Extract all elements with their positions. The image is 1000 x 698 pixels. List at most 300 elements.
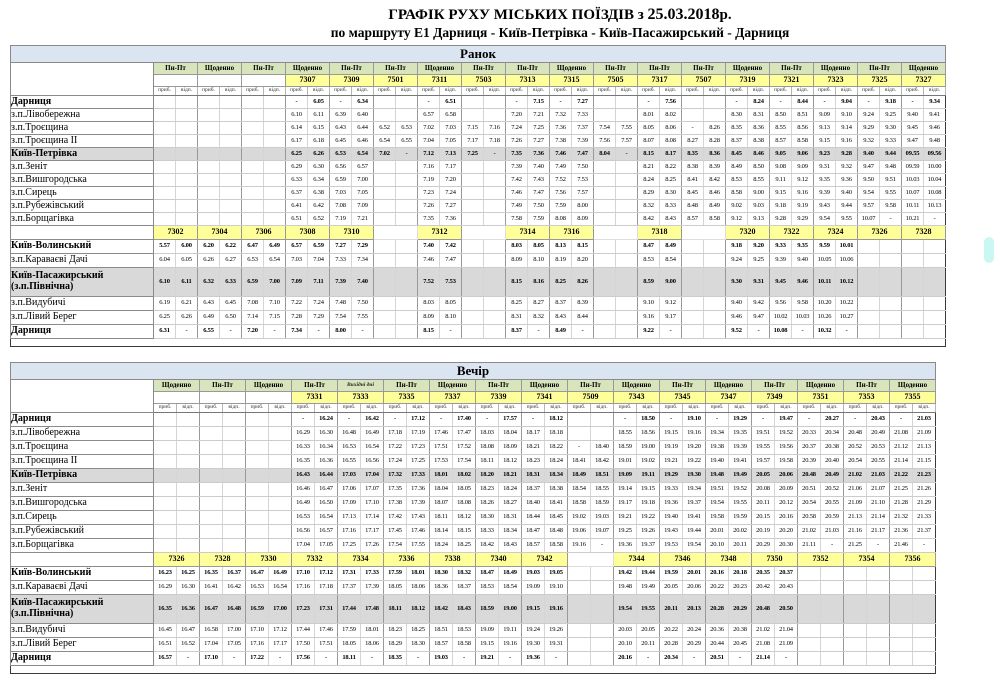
arrival-time-cell <box>374 108 396 121</box>
departure-label: відп. <box>880 86 902 95</box>
departure-time-cell <box>484 173 506 186</box>
arrival-time-cell: 19.15 <box>660 426 683 440</box>
arrival-time-cell <box>374 173 396 186</box>
departure-time-cell: 9.41 <box>924 108 946 121</box>
arrival-time-cell: 6.54 <box>374 134 396 147</box>
departure-time-cell: 7.15 <box>528 95 550 108</box>
arrival-time-cell: 6.59 <box>330 173 352 186</box>
departure-time-cell: 8.33 <box>660 199 682 212</box>
arrival-time-cell: 18.01 <box>430 468 453 482</box>
departure-time-cell: 7.25 <box>528 121 550 134</box>
section-title: Вечір <box>11 362 936 379</box>
departure-time-cell: 19.29 <box>729 412 752 426</box>
arrival-time-cell <box>594 267 616 296</box>
departure-time-cell <box>176 199 198 212</box>
train-number-cell <box>594 225 638 239</box>
departure-time-cell <box>821 580 844 594</box>
station-name: з.п.Вишгородська <box>11 173 154 186</box>
departure-time-cell: 7.33 <box>572 108 594 121</box>
departure-time-cell: 18.06 <box>361 637 384 651</box>
arrival-label: приб. <box>706 403 729 412</box>
arrival-time-cell: 20.54 <box>844 454 867 468</box>
departure-time-cell: 20.20 <box>775 524 798 538</box>
departure-time-cell: 20.50 <box>775 594 798 623</box>
arrival-time-cell: 8.49 <box>550 324 572 338</box>
train-number-cell: 7350 <box>752 552 798 566</box>
arrival-time-cell: 18.11 <box>476 454 499 468</box>
train-number-cell: 7309 <box>330 74 374 86</box>
arrival-time-cell: 6.29 <box>286 160 308 173</box>
departure-time-cell: 19.54 <box>683 538 706 552</box>
departure-time-cell: 9.44 <box>880 147 902 160</box>
arrival-time-cell: 7.42 <box>506 173 528 186</box>
departure-time-cell: 17.07 <box>361 482 384 496</box>
arrival-time-cell: - <box>384 412 407 426</box>
arrival-label: приб. <box>614 403 637 412</box>
arrival-time-cell: 19.59 <box>660 566 683 580</box>
arrival-label: приб. <box>568 403 591 412</box>
arrival-time-cell: 18.36 <box>430 580 453 594</box>
arrival-time-cell <box>242 121 264 134</box>
arrival-time-cell: 19.48 <box>614 580 637 594</box>
departure-time-cell: 8.10 <box>528 253 550 267</box>
arrival-time-cell: 9.24 <box>858 108 880 121</box>
arrival-time-cell: 19.53 <box>660 538 683 552</box>
departure-time-cell: 18.58 <box>453 637 476 651</box>
arrival-time-cell <box>198 199 220 212</box>
train-number-cell: 7311 <box>418 74 462 86</box>
departure-time-cell: 9.40 <box>792 253 814 267</box>
arrival-time-cell <box>198 121 220 134</box>
departure-label: відп. <box>616 86 638 95</box>
departure-time-cell <box>484 212 506 225</box>
arrival-time-cell: 10.03 <box>902 173 924 186</box>
train-number-cell: 7347 <box>706 391 752 403</box>
arrival-time-cell <box>462 296 484 310</box>
departure-time-cell: 9.55 <box>836 212 858 225</box>
departure-label: відп. <box>867 403 890 412</box>
departure-time-cell <box>269 496 292 510</box>
arrival-time-cell: 7.17 <box>462 134 484 147</box>
arrival-time-cell: 8.55 <box>770 121 792 134</box>
departure-time-cell: 20.29 <box>683 637 706 651</box>
title-suffix: р. <box>719 7 732 23</box>
departure-time-cell: 16.37 <box>223 566 246 580</box>
arrival-time-cell: 19.25 <box>614 524 637 538</box>
arrival-time-cell <box>890 637 913 651</box>
departure-time-cell <box>176 121 198 134</box>
departure-time-cell <box>704 267 726 296</box>
departure-time-cell: 9.46 <box>792 267 814 296</box>
departure-time-cell: 20.53 <box>867 440 890 454</box>
station-name: з.п.Лівобережна <box>11 108 154 121</box>
departure-time-cell: 17.55 <box>407 538 430 552</box>
arrival-label: приб. <box>726 86 748 95</box>
arrival-time-cell: 17.53 <box>430 454 453 468</box>
arrival-time-cell <box>242 160 264 173</box>
arrival-time-cell: 21.09 <box>844 496 867 510</box>
arrival-time-cell <box>154 524 177 538</box>
departure-label: відп. <box>264 86 286 95</box>
arrival-time-cell: 21.22 <box>890 468 913 482</box>
departure-time-cell: 6.05 <box>176 253 198 267</box>
departure-time-cell: 18.40 <box>591 440 614 454</box>
departure-time-cell: 8.27 <box>528 296 550 310</box>
departure-time-cell: 7.55 <box>352 310 374 324</box>
departure-time-cell: 7.40 <box>528 160 550 173</box>
arrival-label: приб. <box>338 403 361 412</box>
arrival-time-cell: 17.22 <box>384 440 407 454</box>
station-name: з.п.Борщагівка <box>11 212 154 225</box>
arrival-time-cell <box>374 267 396 296</box>
scrollbar-thumb[interactable] <box>984 237 994 263</box>
departure-time-cell: 7.50 <box>572 160 594 173</box>
departure-time-cell: 17.23 <box>407 440 430 454</box>
arrival-time-cell: 8.43 <box>550 310 572 324</box>
arrival-time-cell: 19.54 <box>614 594 637 623</box>
day-type-cell: Щоденно <box>798 379 844 391</box>
arrival-time-cell: 7.39 <box>330 267 352 296</box>
arrival-time-cell: 21.46 <box>890 538 913 552</box>
departure-time-cell: 8.46 <box>704 186 726 199</box>
arrival-time-cell: 8.29 <box>638 186 660 199</box>
departure-time-cell: - <box>315 651 338 665</box>
departure-time-cell: 7.05 <box>440 134 462 147</box>
departure-time-cell: - <box>729 651 752 665</box>
departure-time-cell: 19.10 <box>545 580 568 594</box>
departure-time-cell: - <box>177 651 200 665</box>
train-number-cell: 7310 <box>330 225 374 239</box>
departure-time-cell: 20.13 <box>683 594 706 623</box>
departure-time-cell: 6.00 <box>176 239 198 253</box>
arrival-time-cell: - <box>292 412 315 426</box>
departure-time-cell: 7.57 <box>616 134 638 147</box>
departure-time-cell: 7.50 <box>528 199 550 212</box>
arrival-time-cell <box>374 212 396 225</box>
departure-time-cell: 19.00 <box>637 440 660 454</box>
arrival-time-cell: 18.11 <box>384 594 407 623</box>
day-type-cell: Пн-Пт <box>476 379 522 391</box>
train-number-cell: 7339 <box>476 391 522 403</box>
departure-time-cell: 20.16 <box>775 510 798 524</box>
departure-time-cell: 9.06 <box>792 147 814 160</box>
arrival-label: приб. <box>682 86 704 95</box>
train-number-cell: 7337 <box>430 391 476 403</box>
station-row <box>11 134 946 147</box>
departure-time-cell <box>220 108 242 121</box>
arrival-time-cell <box>242 212 264 225</box>
arrival-time-cell: - <box>522 412 545 426</box>
day-type-cell: Пн-Пт <box>154 62 198 74</box>
arrival-time-cell <box>200 426 223 440</box>
departure-time-cell: 20.27 <box>821 412 844 426</box>
arrival-time-cell: 7.36 <box>550 121 572 134</box>
arrival-time-cell: 16.41 <box>200 580 223 594</box>
departure-time-cell: 6.44 <box>352 121 374 134</box>
station-name: з.п.Сирець <box>11 510 154 524</box>
arrival-time-cell: 20.42 <box>752 580 775 594</box>
departure-time-cell: 16.24 <box>315 412 338 426</box>
departure-time-cell <box>913 594 936 623</box>
departure-time-cell: 18.34 <box>499 524 522 538</box>
departure-time-cell <box>176 212 198 225</box>
arrival-time-cell <box>568 580 591 594</box>
station-row <box>11 108 946 121</box>
arrival-time-cell: 6.59 <box>242 267 264 296</box>
departure-time-cell: 18.21 <box>499 468 522 482</box>
train-number-cell <box>568 552 614 566</box>
arrival-time-cell <box>858 267 880 296</box>
arrival-time-cell: 18.30 <box>430 566 453 580</box>
arrival-time-cell: 17.10 <box>200 651 223 665</box>
departure-time-cell: 7.00 <box>352 173 374 186</box>
departure-time-cell: 9.47 <box>748 310 770 324</box>
departure-time-cell <box>704 296 726 310</box>
arrival-time-cell <box>154 454 177 468</box>
departure-time-cell <box>924 267 946 296</box>
arrival-time-cell <box>198 212 220 225</box>
arrival-time-cell: 7.26 <box>506 134 528 147</box>
departure-time-cell: 18.51 <box>591 468 614 482</box>
arrival-time-cell: 20.11 <box>660 594 683 623</box>
arrival-time-cell <box>154 212 176 225</box>
arrival-time-cell: 18.47 <box>476 566 499 580</box>
departure-time-cell: 16.54 <box>315 510 338 524</box>
day-type-cell: Вихідні дні <box>338 379 384 391</box>
arrival-time-cell <box>462 199 484 212</box>
departure-time-cell: 17.05 <box>223 637 246 651</box>
departure-time-cell: - <box>352 324 374 338</box>
departure-time-cell: 18.15 <box>453 524 476 538</box>
arrival-time-cell <box>242 134 264 147</box>
departure-time-cell: - <box>308 324 330 338</box>
departure-time-cell <box>591 566 614 580</box>
arrival-time-cell <box>858 310 880 324</box>
arrival-time-cell <box>844 580 867 594</box>
arrival-time-cell: 18.20 <box>476 468 499 482</box>
arrival-time-cell: 19.58 <box>706 510 729 524</box>
arrival-time-cell <box>198 186 220 199</box>
departure-time-cell: 8.24 <box>748 95 770 108</box>
train-number-cell: 7348 <box>706 552 752 566</box>
departure-time-cell <box>924 296 946 310</box>
arrival-time-cell: 8.03 <box>506 239 528 253</box>
departure-time-cell: 7.59 <box>528 212 550 225</box>
arrival-label: приб. <box>814 86 836 95</box>
arrival-time-cell: 9.22 <box>638 324 660 338</box>
departure-time-cell <box>704 253 726 267</box>
arrival-time-cell <box>902 253 924 267</box>
departure-time-cell: - <box>880 212 902 225</box>
arrival-time-cell <box>200 412 223 426</box>
arrival-label: приб. <box>198 86 220 95</box>
arrival-time-cell <box>246 412 269 426</box>
arrival-time-cell: 9.45 <box>770 267 792 296</box>
arrival-time-cell: 18.53 <box>476 580 499 594</box>
departure-time-cell: 9.12 <box>660 296 682 310</box>
day-type-cell: Пн-Пт <box>506 62 550 74</box>
arrival-time-cell: 9.12 <box>726 212 748 225</box>
arrival-time-cell: 8.13 <box>550 239 572 253</box>
arrival-time-cell <box>844 594 867 623</box>
departure-time-cell: 7.13 <box>440 147 462 160</box>
arrival-label: приб. <box>858 86 880 95</box>
station-row <box>11 566 936 580</box>
departure-time-cell <box>704 310 726 324</box>
departure-time-cell <box>396 239 418 253</box>
departure-time-cell: 7.36 <box>440 212 462 225</box>
day-type-cell: Пн-Пт <box>462 62 506 74</box>
departure-time-cell: 9.29 <box>792 212 814 225</box>
arrival-time-cell: 17.38 <box>384 496 407 510</box>
train-number-cell: 7319 <box>726 74 770 86</box>
departure-time-cell: 7.47 <box>528 186 550 199</box>
arrival-time-cell: 8.42 <box>638 212 660 225</box>
arrival-time-cell: 16.45 <box>154 623 177 637</box>
arrival-time-cell: 6.39 <box>330 108 352 121</box>
arrival-time-cell: 8.53 <box>638 253 660 267</box>
departure-time-cell: 9.51 <box>880 173 902 186</box>
arrival-time-cell: 19.24 <box>522 623 545 637</box>
arrival-time-cell: 16.33 <box>292 440 315 454</box>
arrival-time-cell <box>374 296 396 310</box>
departure-time-cell: 18.49 <box>499 566 522 580</box>
departure-time-cell: 7.42 <box>440 239 462 253</box>
train-number-cell: 7341 <box>522 391 568 403</box>
arrival-time-cell <box>374 95 396 108</box>
station-name: Дарниця <box>11 95 154 108</box>
arrival-label: приб. <box>550 86 572 95</box>
arrival-time-cell: 8.08 <box>550 212 572 225</box>
departure-time-cell <box>484 324 506 338</box>
departure-time-cell: 20.40 <box>821 454 844 468</box>
departure-time-cell <box>264 186 286 199</box>
departure-time-cell: 17.25 <box>407 454 430 468</box>
departure-time-cell: 6.45 <box>220 296 242 310</box>
arrival-time-cell: 6.43 <box>198 296 220 310</box>
departure-time-cell: 9.35 <box>792 239 814 253</box>
departure-time-cell: 19.16 <box>545 594 568 623</box>
departure-time-cell: - <box>792 324 814 338</box>
departure-time-cell: 17.47 <box>453 426 476 440</box>
arrival-time-cell: 7.04 <box>418 134 440 147</box>
departure-time-cell: 7.27 <box>572 95 594 108</box>
arrival-time-cell: 8.37 <box>550 296 572 310</box>
arrival-time-cell: 8.04 <box>594 147 616 160</box>
departure-label: відп. <box>176 86 198 95</box>
departure-time-cell: 18.55 <box>591 482 614 496</box>
departure-time-cell <box>913 651 936 665</box>
arrival-time-cell <box>154 186 176 199</box>
departure-time-cell: 20.55 <box>867 454 890 468</box>
departure-time-cell: 18.37 <box>453 580 476 594</box>
arrival-label: приб. <box>374 86 396 95</box>
arrival-time-cell <box>568 594 591 623</box>
arrival-time-cell <box>682 95 704 108</box>
departure-time-cell: 21.03 <box>821 524 844 538</box>
departure-label: відп. <box>220 86 242 95</box>
arrival-label: приб. <box>246 403 269 412</box>
arrival-time-cell: 21.08 <box>752 637 775 651</box>
arrival-time-cell: - <box>286 95 308 108</box>
departure-time-cell: 7.34 <box>352 253 374 267</box>
arrival-time-cell: 20.29 <box>752 538 775 552</box>
arrival-time-cell: 7.28 <box>286 310 308 324</box>
departure-time-cell: 6.27 <box>220 253 242 267</box>
departure-time-cell: 9.34 <box>924 95 946 108</box>
arrival-time-cell: 18.41 <box>568 454 591 468</box>
departure-time-cell: - <box>775 651 798 665</box>
train-number-cell: 7353 <box>844 391 890 403</box>
departure-time-cell <box>924 310 946 324</box>
arrival-time-cell: 8.19 <box>550 253 572 267</box>
arrival-time-cell: 6.14 <box>286 121 308 134</box>
arrival-time-cell <box>462 253 484 267</box>
departure-time-cell: 7.50 <box>352 296 374 310</box>
arrival-time-cell <box>154 199 176 212</box>
departure-time-cell <box>484 267 506 296</box>
arrival-time-cell: 17.37 <box>338 580 361 594</box>
departure-label: відп. <box>223 403 246 412</box>
arrival-time-cell: 20.51 <box>798 482 821 496</box>
departure-time-cell: 6.42 <box>308 199 330 212</box>
departure-time-cell: 20.18 <box>729 566 752 580</box>
arrival-time-cell: 18.59 <box>476 594 499 623</box>
train-number-cell: 7315 <box>550 74 594 86</box>
arrival-time-cell <box>154 440 177 454</box>
departure-time-cell <box>616 160 638 173</box>
day-type-cell: Щоденно <box>246 379 292 391</box>
arrival-time-cell: 6.53 <box>242 253 264 267</box>
arrival-time-cell: 8.37 <box>726 134 748 147</box>
departure-time-cell: 9.04 <box>836 95 858 108</box>
arrival-time-cell: 7.15 <box>462 121 484 134</box>
arrival-time-cell: 7.24 <box>506 121 528 134</box>
arrival-time-cell: 7.33 <box>330 253 352 267</box>
departure-time-cell: 9.25 <box>880 108 902 121</box>
departure-time-cell: 7.16 <box>484 121 506 134</box>
departure-time-cell: 16.44 <box>315 468 338 482</box>
departure-time-cell: 8.56 <box>792 121 814 134</box>
departure-time-cell <box>591 637 614 651</box>
departure-time-cell: 18.34 <box>545 468 568 482</box>
arrival-time-cell: 8.09 <box>506 253 528 267</box>
departure-time-cell: 18.48 <box>545 524 568 538</box>
departure-time-cell <box>176 95 198 108</box>
station-row <box>11 651 936 665</box>
arrival-time-cell: 20.10 <box>614 637 637 651</box>
departure-label: відп. <box>637 403 660 412</box>
departure-time-cell <box>396 324 418 338</box>
arrival-time-cell: 8.15 <box>506 267 528 296</box>
day-type-cell: Щоденно <box>902 62 946 74</box>
station-row <box>11 267 946 296</box>
departure-time-cell: 6.11 <box>176 267 198 296</box>
arrival-time-cell: 21.02 <box>798 524 821 538</box>
departure-time-cell <box>880 239 902 253</box>
arrival-time-cell: 18.14 <box>430 524 453 538</box>
departure-time-cell <box>177 454 200 468</box>
departure-time-cell <box>177 468 200 482</box>
arrival-time-cell <box>154 468 177 482</box>
arrival-time-cell: 10.11 <box>902 199 924 212</box>
arrival-time-cell: 10.20 <box>814 296 836 310</box>
arrival-time-cell: 8.49 <box>726 160 748 173</box>
departure-time-cell: 8.08 <box>660 134 682 147</box>
departure-time-cell <box>396 108 418 121</box>
departure-time-cell: 17.43 <box>407 510 430 524</box>
departure-time-cell: 19.16 <box>499 637 522 651</box>
